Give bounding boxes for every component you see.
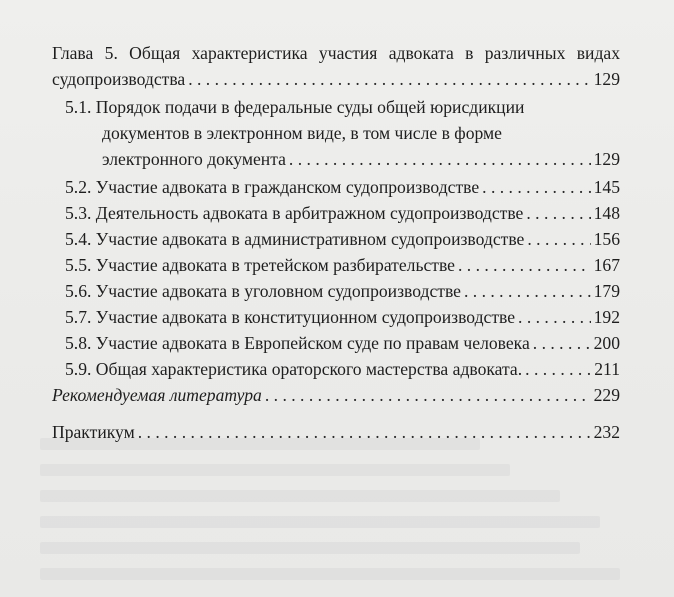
dot-leader [527, 226, 590, 252]
toc-literature-title: Рекомендуемая литература [52, 385, 262, 405]
toc-section-title: 5.9. Общая характеристика ораторского мастерства адвоката. [65, 359, 523, 379]
toc-section-5-9[interactable] [52, 356, 620, 382]
toc-section-5-1-line-3: электронного документа [102, 149, 286, 169]
bleed-through-line [40, 464, 510, 476]
toc-section-title: 5.5. Участие адвоката в третейском разбирательстве [65, 255, 455, 275]
dot-leader [138, 419, 591, 445]
toc-chapter-5-title-line-1: Глава 5. Общая характеристика участия адвоката в различных видах [52, 43, 620, 63]
toc-section-page: 179 [593, 281, 620, 301]
toc-chapter-5[interactable] [52, 40, 620, 92]
toc-section-5-8[interactable] [52, 330, 620, 356]
toc-section-title: 5.7. Участие адвоката в конституционном судопроизводстве [65, 307, 516, 327]
toc-section-page: 200 [593, 333, 620, 353]
toc-practicum[interactable] [52, 419, 620, 445]
toc-chapter-5-last-line [52, 66, 620, 92]
toc-section-page: 192 [593, 307, 620, 327]
toc-section-title: 5.2. Участие адвоката в гражданском судопроизводстве [65, 177, 480, 197]
toc-section-5-3[interactable] [52, 200, 620, 226]
dot-leader [526, 200, 590, 226]
toc-section-page: 167 [593, 255, 620, 275]
toc-section-5-5[interactable] [52, 252, 620, 278]
dot-leader [525, 356, 591, 382]
bleed-through-line [40, 568, 620, 580]
toc-section-page: 156 [593, 229, 620, 249]
bleed-through-line [40, 490, 560, 502]
dot-leader [265, 382, 591, 408]
toc-section-page: 148 [593, 203, 620, 223]
toc-section-title: 5.8. Участие адвоката в Европейском суде по правам человека [65, 333, 530, 353]
toc-chapter-5-page: 129 [593, 69, 620, 89]
dot-leader [533, 330, 591, 356]
toc-section-page: 145 [593, 177, 620, 197]
toc-recommended-literature[interactable] [52, 382, 620, 408]
toc-section-page: 211 [594, 359, 620, 379]
toc-chapter-5-title-line-2: судопроизводства [52, 69, 186, 89]
dot-leader [289, 146, 591, 172]
toc-section-title: 5.4. Участие адвоката в административном судопроизводстве [65, 229, 525, 249]
toc-section-5-1-page: 129 [593, 149, 620, 169]
toc-section-5-2[interactable] [52, 174, 620, 200]
toc-section-5-1-last-line [52, 146, 620, 172]
dot-leader [188, 66, 590, 92]
toc-section-title: 5.3. Деятельность адвоката в арбитражном судопроизводстве [65, 203, 524, 223]
toc-section-5-1-line-2: документов в электронном виде, в том числе в форме [102, 123, 502, 143]
dot-leader [518, 304, 591, 330]
toc-practicum-title: Практикум [52, 422, 135, 442]
toc-practicum-page: 232 [593, 422, 620, 442]
dot-leader [458, 252, 591, 278]
bleed-through-line [40, 542, 580, 554]
toc-section-5-1[interactable] [52, 94, 620, 172]
dot-leader [464, 278, 591, 304]
toc-literature-page: 229 [593, 385, 620, 405]
toc-section-5-1-line-1: 5.1. Порядок подачи в федеральные суды общей юрисдикции [65, 97, 525, 117]
bleed-through-line [40, 516, 600, 528]
dot-leader [482, 174, 590, 200]
toc-section-5-6[interactable] [52, 278, 620, 304]
toc-section-5-7[interactable] [52, 304, 620, 330]
toc-section-5-4[interactable] [52, 226, 620, 252]
table-of-contents [52, 40, 620, 445]
toc-section-title: 5.6. Участие адвоката в уголовном судопроизводстве [65, 281, 461, 301]
